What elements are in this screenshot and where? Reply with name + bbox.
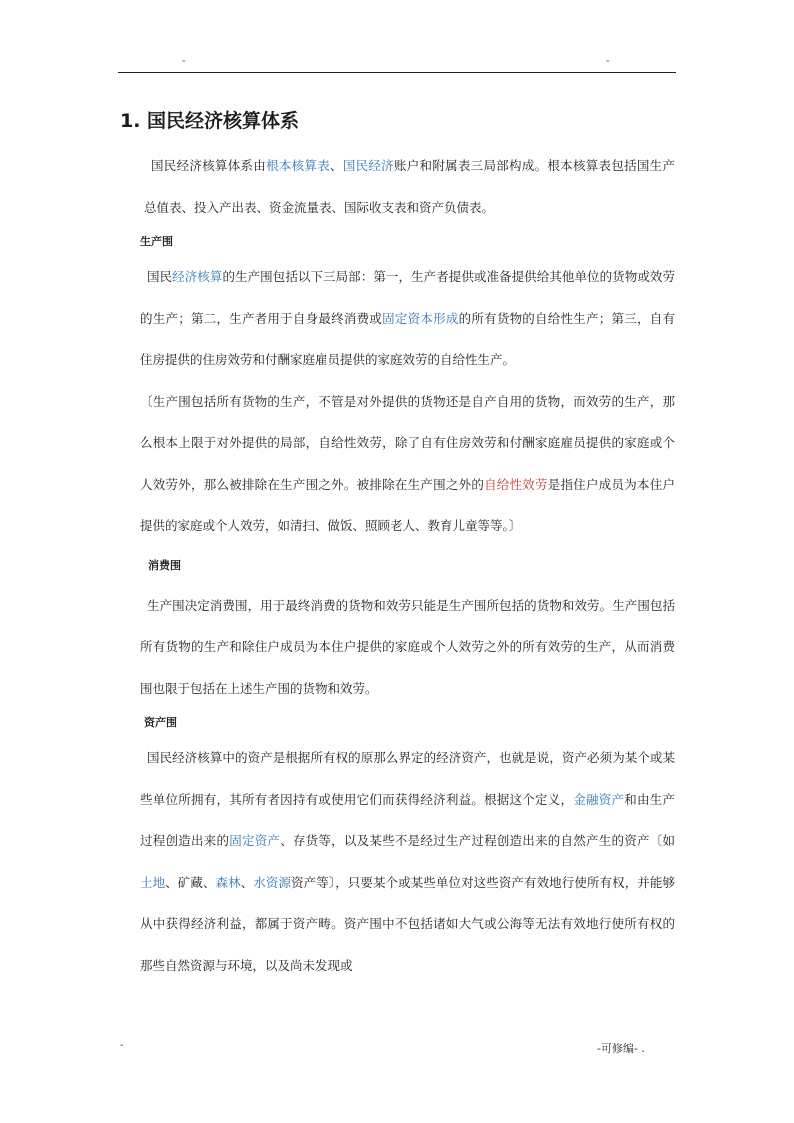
heading-asset-scope: 资产围 bbox=[144, 716, 177, 729]
production-text-2: 的生产围包括以下三局部：第一，生产者提供或准备提供给其他单位的货物或效劳的生产；第二，生产者用于自身最终消费或 bbox=[140, 269, 675, 326]
production-text-3: 的所有货物的自给性生产；第三，自有住房提供的住房效劳和付酬家庭雇员提供的家庭效劳的自给性生产。 bbox=[140, 310, 675, 367]
production-text-5: 是指住户成员为本住户提供的家庭或个人效劳，如清扫、做饭、照顾老人、教育儿童等等。〕 bbox=[140, 476, 675, 533]
assets-text-4: 、矿藏、 bbox=[165, 874, 216, 890]
header-rule bbox=[118, 72, 676, 73]
footer-editable-note: -可修编- . bbox=[597, 1042, 645, 1055]
link-forest[interactable]: 森林 bbox=[215, 874, 241, 890]
intro-text-3: 账户和附属表三局部构成。根本核算表包括国生产总值表、投入产出表、资金流量表、国际收支表和资产负债表。 bbox=[144, 158, 675, 215]
link-land[interactable]: 土地 bbox=[140, 874, 166, 890]
link-basic-tables[interactable]: 根本核算表 bbox=[266, 158, 331, 173]
intro-text-2: 、 bbox=[330, 158, 343, 173]
assets-text-6: 资产等〕，只要某个或某些单位对这些资产有效地行使所有权，并能够从中获得经济利益，都属于资产畴。资产围中不包括诸如大气或公海等无法有效地行使所有权的那些自然资源与环境，以及尚未发现或 bbox=[140, 874, 675, 973]
assets-text-3: 、存货等，以及某些不是经过生产过程创造出来的自然产生的资产〔如 bbox=[280, 833, 675, 848]
production-text-1: 国民 bbox=[147, 269, 173, 284]
consumption-text: 生产围决定消费围，用于最终消费的货物和效劳只能是生产围所包括的货物和效劳。生产围包括所有货物的生产和除住户成员为本住户提供的家庭或个人效劳之外的所有效劳的生产，从而消费围也限于包括在上述生产围的货物和效劳。 bbox=[140, 597, 675, 696]
assets-text-5: 、 bbox=[240, 874, 254, 890]
production-text-4: 〔生产围包括所有货物的生产，不管是对外提供的货物还是自产自用的货物，而效劳的生产，那么根本上限于对外提供的局部，自给性效劳，除了自有住房效劳和付酬家庭雇员提供的家庭或个人效劳外，那么被排除在生产围之外。被排除在生产围之外的 bbox=[140, 393, 675, 492]
intro-text-1: 国民经济核算体系由 bbox=[151, 158, 267, 173]
assets-text-2: 和由生产过程创造出来的 bbox=[140, 791, 675, 848]
intro-paragraph bbox=[140, 145, 675, 228]
link-fixed-capital-formation[interactable]: 固定资本形成 bbox=[382, 310, 459, 326]
link-fixed-assets[interactable]: 固定资产 bbox=[229, 833, 281, 848]
header-left-mark: - bbox=[182, 56, 186, 67]
link-water-resources[interactable]: 水资源 bbox=[253, 874, 292, 890]
assets-text-1: 国民经济核算中的资产是根据所有权的原那么界定的经济资产，也就是说，资产必须为某个或某些单位所拥有，其所有者因持有或使用它们而获得经济利益。根据这个定义， bbox=[140, 750, 675, 807]
link-national-economy[interactable]: 国民经济 bbox=[342, 158, 394, 173]
production-paragraph-1 bbox=[140, 256, 675, 381]
section-title: 1. 国民经济核算体系 bbox=[120, 110, 300, 132]
heading-production-scope: 生产围 bbox=[140, 235, 173, 248]
header-right-mark: - bbox=[606, 56, 610, 67]
footer-left-mark: - bbox=[120, 1040, 124, 1051]
heading-consumption-scope: 消费围 bbox=[148, 558, 181, 572]
document-body bbox=[140, 145, 675, 986]
consumption-paragraph bbox=[140, 585, 675, 710]
assets-paragraph bbox=[140, 737, 675, 986]
link-economic-accounting[interactable]: 经济核算 bbox=[172, 269, 223, 284]
link-financial-assets[interactable]: 金融资产 bbox=[573, 791, 625, 807]
self-supplied-services-term: 自给性效劳 bbox=[484, 476, 548, 492]
production-paragraph-2 bbox=[140, 381, 675, 547]
